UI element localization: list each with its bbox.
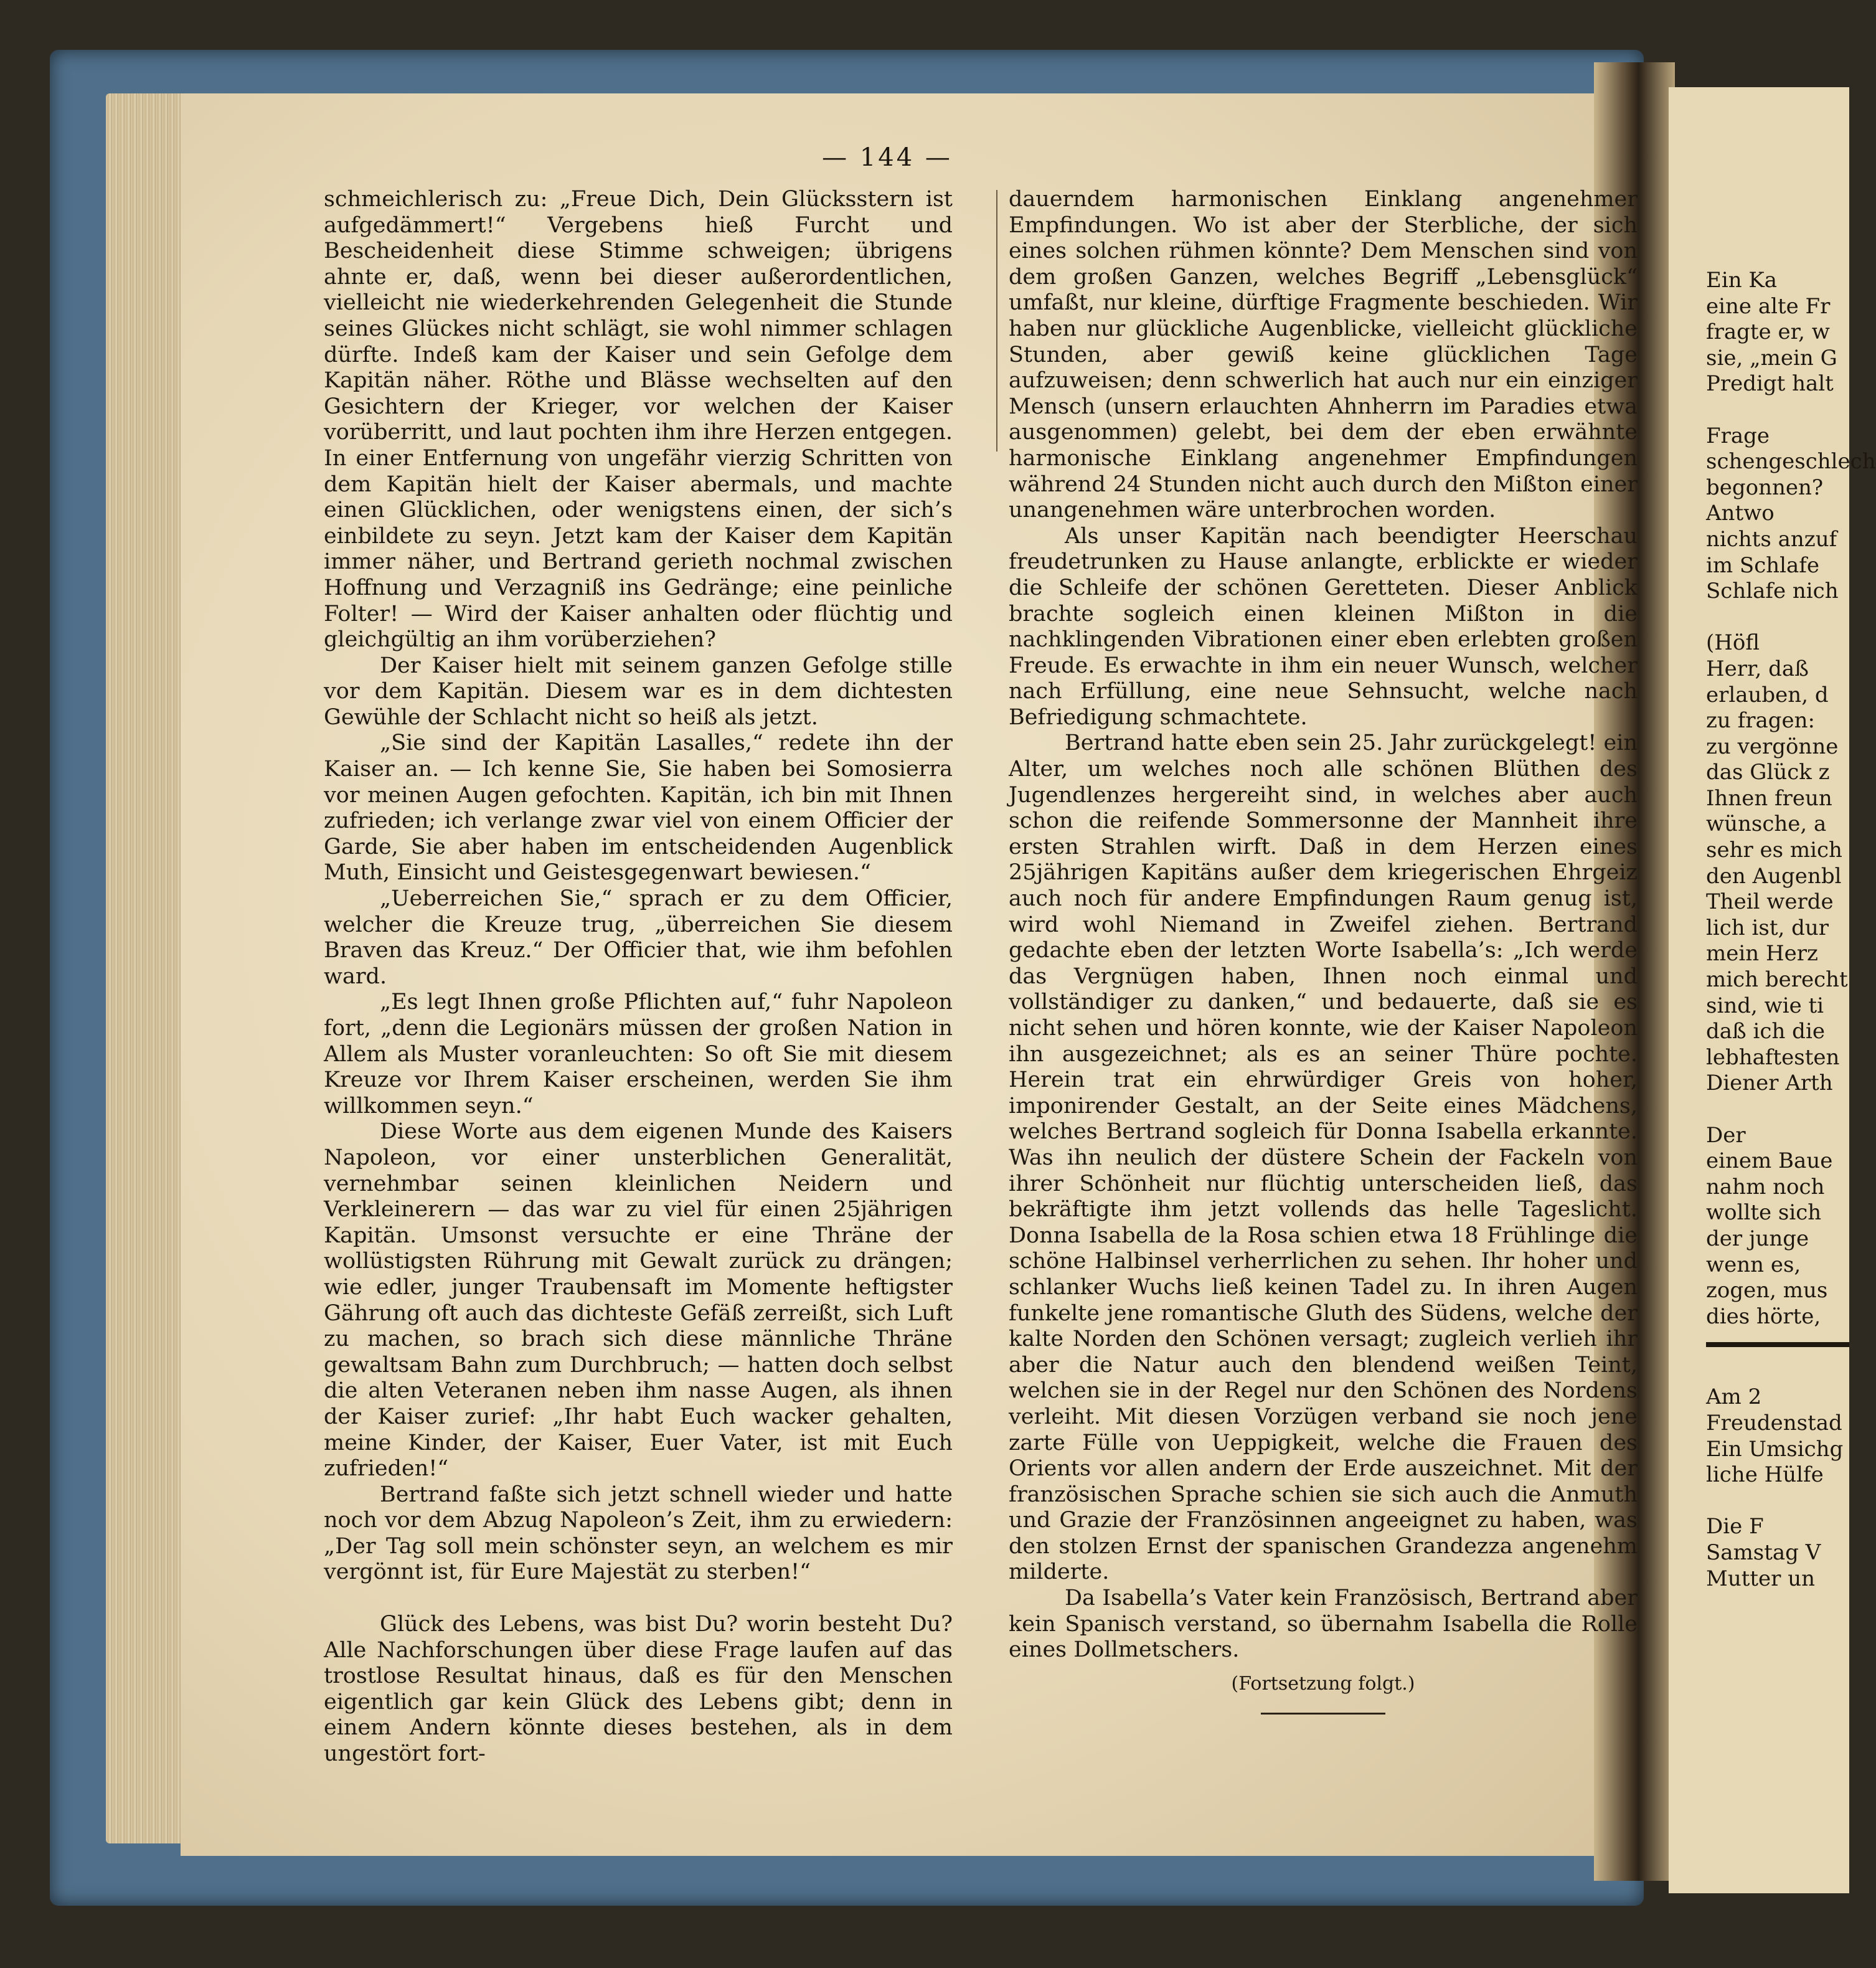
fragment-line: lich ist, dur — [1706, 915, 1829, 940]
fragment-line: lebhaftesten — [1706, 1044, 1840, 1070]
fragment-line: zu vergönne — [1706, 734, 1839, 759]
paragraph: Der Kaiser hielt mit seinem ganzen Gefolge stille vor dem Kapitän. Diesem war es in dem dichtesten Gewühle der Schlacht nicht so heiß als jetzt. — [324, 653, 953, 730]
fragment-line: der junge — [1706, 1226, 1809, 1251]
paragraph: „Sie sind der Kapitän Lasalles,“ redete ihn der Kaiser an. — Ich kenne Sie, Sie haben bei Somosierra vor meinen Augen gefochten. Kapitän, ich bin mit Ihnen zufrieden; ich verlange zwar viel von einem Officier der Garde, Sie aber haben im entscheidenden Augenblick Muth, Einsicht und Geistesgegenwart bewiesen.“ — [324, 731, 953, 886]
fragment-line: im Schlafe — [1706, 552, 1820, 578]
fragment-line: erlauben, d — [1706, 682, 1829, 707]
fragment-line: liche Hülfe — [1706, 1462, 1824, 1488]
paragraph: Glück des Lebens, was bist Du? worin besteht Du? Alle Nachforschungen über diese Frage laufen auf das trostlose Resultat hinaus, daß es für den Menschen eigentlich gar kein Glück des Lebens gibt; denn in einem Andern könnte dieses bestehen, als in dem ungestört fort- — [324, 1612, 953, 1767]
fragment-line: mein Herz — [1706, 941, 1818, 967]
fragment-line: Frage — [1706, 423, 1770, 448]
fragment-line: daß ich die — [1706, 1019, 1825, 1044]
section-gap — [324, 1586, 953, 1612]
fragment-line: sehr es mich — [1706, 838, 1842, 863]
fragment-line: wünsche, a — [1706, 811, 1827, 837]
fragment-line: mich berecht — [1706, 967, 1848, 993]
line-gap — [1706, 1097, 1843, 1123]
next-page-text — [1706, 268, 1876, 1592]
fragment-line: fragte er, w — [1706, 319, 1830, 345]
paragraph: dauerndem harmonischen Einklang angenehmer Empfindungen. Wo ist aber der Sterbliche, der sich eines solchen rühmen könnte? Dem Menschen sind von dem großen Ganzen, welches Begriff „Lebensglück“ umfaßt, nur kleine, dürftige Fragmente beschieden. Wir haben nur glückliche Augenblicke, vielleicht glückliche Stunden, aber gewiß keine glücklichen Tage aufzuweisen; denn schwerlich hat auch nur ein einziger Mensch (unsern erlauchten Ahnherrn im Paradies etwa ausgenommen) gelebt, bei dem der eben erwähnte harmonische Einklang angenehmer Empfindungen während 24 Stunden nicht auch durch den Mißton einer unangenehmen wäre unterbrochen worden. — [1009, 187, 1638, 523]
fragment-line: eine alte Fr — [1706, 293, 1831, 319]
fragment-line: Schlafe nich — [1706, 579, 1839, 604]
fragment-line: zogen, mus — [1706, 1278, 1828, 1303]
column-divider — [996, 190, 997, 452]
fragment-line: Ein Ka — [1706, 268, 1778, 293]
fragment-line: den Augenbl — [1706, 863, 1842, 889]
fragment-line: sie, „mein G — [1706, 345, 1837, 371]
fragment-line: wenn es, — [1706, 1252, 1801, 1277]
page-edges — [106, 93, 187, 1843]
fragment-line: Predigt halt — [1706, 371, 1834, 397]
paragraph: „Ueberreichen Sie,“ sprach er zu dem Officier, welcher die Kreuze trug, „überreichen Sie diesem Braven das Kreuz.“ Der Officier that, wie ihm befohlen ward. — [324, 886, 953, 989]
fragment-line: Ein Umsichg — [1706, 1436, 1844, 1462]
fragment-line: nahm noch — [1706, 1174, 1825, 1199]
fragment-line: wollte sich — [1706, 1200, 1822, 1226]
fragment-line: einem Baue — [1706, 1148, 1833, 1174]
fragment-line: Der — [1706, 1122, 1746, 1148]
fragment-line: Herr, daß — [1706, 656, 1809, 681]
paragraph: Bertrand hatte eben sein 25. Jahr zurückgelegt! ein Alter, um welches noch alle schönen Blüthen des Jugendlenzes hergereiht sind, in welches aber auch schon die reifende Sommersonne der Mannheit ihre ersten Strahlen wirft. Daß in dem Herzen eines 25jährigen Kapitäns außer dem kriegerischen Ehrgeiz auch noch für andere Empfindungen Raum genug ist, wird wohl Niemand in Zweifel ziehen. Bertrand gedachte eben der letzten Worte Isabella’s: „Ich werde das Vergnügen haben, Ihnen noch einmal und vollständiger zu danken,“ und bedauerte, daß sie es nicht sehen und hören konnte, wie der Kaiser Napoleon ihn ausgezeichnet; als es an seiner Thüre pochte. Herein trat ein ehrwürdiger Greis von hoher, imponirender Gestalt, an der Seite eines Mädchens, welches Bertrand sogleich für Donna Isabella erkannte. Was ihn neulich der düstere Schein der Fackeln von ihrer Schönheit nur flüchtig unterscheiden ließ, das bekräftigte ihm jetzt vollends das helle Tageslicht. Donna Isabella de la Rosa schien etwa 18 Frühlinge die schöne Halbinsel verherrlichen zu sehen. Ihr hoher und schlanker Wuchs ließ keinen Tadel zu. In ihren Augen funkelte jene romantische Gluth des Südens, welche der kalte Norden den Schönen versagt; zugleich verlieh ihr aber die Natur auch den blendend weißen Teint, welchen sie in der Regel nur den Schönen des Nordens verleiht. Mit diesen Vorzügen verband sie noch jene zarte Fülle von Ueppigkeit, welche die Frauen des Orients vor allen andern der Erde auszeichnet. Mit der französischen Sprache schien sie sich auch die Anmuth und Grazie der Französinnen angeeignet zu haben, was den stolzen Ernst der spanischen Grandezza angenehm milderte. — [1009, 731, 1638, 1585]
fragment-line: zu fragen: — [1706, 708, 1815, 734]
fragment-line: Die F — [1706, 1514, 1764, 1540]
end-rule — [1261, 1713, 1385, 1715]
fragment-line: Mutter un — [1706, 1566, 1816, 1591]
paragraph: Bertrand faßte sich jetzt schnell wieder und hatte noch vor dem Abzug Napoleon’s Zeit, ihm zu erwiedern: „Der Tag soll mein schönster seyn, an welchem es mir vergönnt ist, für Eure Majestät zu sterben!“ — [324, 1482, 953, 1585]
line-gap — [1706, 397, 1843, 423]
line-gap — [1706, 1488, 1843, 1515]
paragraph: Da Isabella’s Vater kein Französisch, Bertrand aber kein Spanisch verstand, so übernahm Isabella die Rolle eines Dollmetschers. — [1009, 1586, 1638, 1663]
paragraph: schmeichlerisch zu: „Freue Dich, Dein Glücksstern ist aufgedämmert!“ Vergebens hieß Furcht und Bescheidenheit diese Stimme schweigen; übrigens ahnte er, daß, wenn bei dieser außerordentlichen, vielleicht nie wiederkehrenden Gelegenheit die Stunde seines Glückes nicht schlägt, sie wohl nimmer schlagen dürfte. Indeß kam der Kaiser und sein Gefolge dem Kapitän näher. Röthe und Blässe wechselten auf den Gesichtern der Krieger, vor welchen der Kaiser vorüberritt, und laut pochten ihm ihre Herzen entgegen. In einer Entfernung von ungefähr vierzig Schritten von dem Kapitän hielt der Kaiser abermals, und machte einen Glücklichen, oder wenigstens einen, der sich’s einbildete zu seyn. Jetzt kam der Kaiser dem Kapitän immer näher, und Bertrand gerieth nochmal zwischen Hoffnung und Verzagniß ins Gedränge; eine peinliche Folter! — Wird der Kaiser anhalten oder flüchtig und gleichgültig an ihm vorüberziehen? — [324, 187, 953, 653]
section-rule — [1706, 1342, 1849, 1347]
right-column — [1009, 187, 1638, 1715]
fragment-line: dies hörte, — [1706, 1303, 1821, 1329]
fragment-line: sind, wie ti — [1706, 993, 1824, 1018]
fragment-line: begonnen? — [1706, 475, 1824, 500]
fragment-line: nichts anzuf — [1706, 526, 1837, 552]
paragraph: Als unser Kapitän nach beendigter Heerschau freudetrunken zu Hause anlangte, erblickte er wieder die Schleife der schönen Geretteten. Dieser Anblick brachte sogleich einen kleinen Mißton in die nachklingenden Vibrationen einer eben erlebten großen Freude. Es erwachte in ihm ein neuer Wunsch, welcher nach Erfüllung, eine neue Sehnsucht, welche nach Befriedigung schmachtete. — [1009, 523, 1638, 730]
line-gap — [1706, 605, 1843, 631]
page-number: — 144 — — [822, 143, 953, 172]
fragment-line: Diener Arth — [1706, 1071, 1833, 1096]
fragment-line: Freudenstad — [1706, 1410, 1842, 1436]
fragment-line: (Höfl — [1706, 630, 1760, 656]
paragraph: Diese Worte aus dem eigenen Munde des Kaisers Napoleon, vor einer unsterblichen Generalität, vernehmbar seinen kleinlichen Neidern und Verkleinerern — das war zu viel für einen 25jährigen Kapitän. Umsonst versuchte er eine Thräne der wollüstigsten Rührung mit Gewalt zurück zu drängen; wie edler, junger Traubensaft im Momente heftigster Gährung oft auch das dichteste Gefäß zerreißt, sich Luft zu machen, so brach sich diese männliche Thräne gewaltsam Bahn zum Durchbruch; — hatten doch selbst die alten Veteranen neben ihm nasse Augen, als ihnen der Kaiser zurief: „Ihr habt Euch wacker gehalten, meine Kinder, der Kaiser, Euer Vater, ist mit Euch zufrieden!“ — [324, 1119, 953, 1482]
fragment-line: das Glück z — [1706, 760, 1830, 785]
fragment-line: Antwo — [1706, 501, 1775, 526]
paragraph: „Es legt Ihnen große Pflichten auf,“ fuhr Napoleon fort, „denn die Legionärs müssen der großen Nation in Allem als Muster voranleuchten: So oft Sie mit diesem Kreuze vor Ihrem Kaiser erscheinen, werden Sie ihm willkommen seyn.“ — [324, 990, 953, 1119]
fragment-line: Theil werde — [1706, 889, 1834, 915]
fragment-line: Samstag V — [1706, 1540, 1821, 1565]
left-column — [324, 187, 953, 1767]
fragment-line: Ihnen freun — [1706, 785, 1832, 811]
fragment-line: Am 2 — [1706, 1384, 1762, 1410]
fragment-line: schengeschlech — [1706, 449, 1876, 475]
continued-note: (Fortsetzung folgt.) — [1231, 1672, 1415, 1695]
